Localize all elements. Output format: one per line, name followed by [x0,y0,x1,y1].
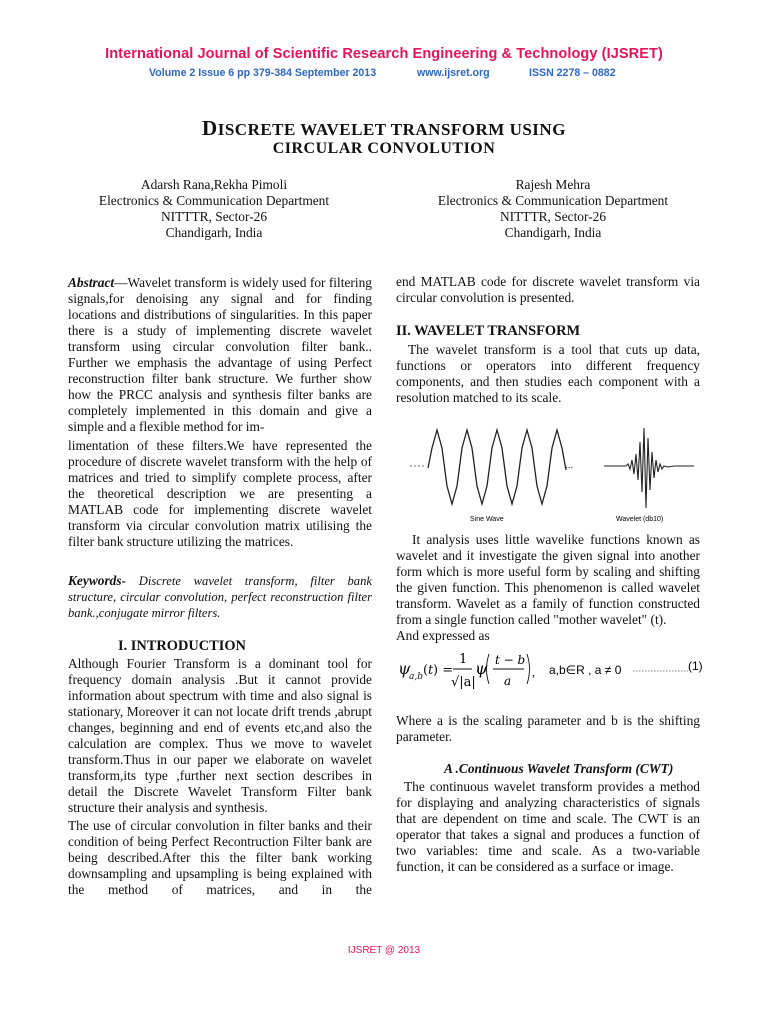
author-city-left: Chandigarh, India [165,225,263,240]
section2-para3: Where a is the scaling parameter and b is the shifting parameter. [396,713,700,745]
svg-text:√|a|: √|a| [451,675,476,690]
abstract-text: —Wavelet transform is widely used for filtering signals,for denoising any signal and for finding locations and distributions of singularities. In this paper there is a study of implementing discrete wavelet transform using circular convolution filter bank.. Further we emphasis the advantage of using Perfect reconstruction filter bank structure. We further show how the PRCC analysis and synthesis filter banks are completely implemented in this domain and give a simple and a flexible method for im- [68,275,372,435]
intro-para1: Although Fourier Transform is a dominant tool for frequency domain analysis .But it cannot provide information about spectrum with time and also signal is stationary, Moreover it can not locate drift trends ,abrupt changes, beginning and end of events etc,and also the calculation are complex. Thus we move to wavelet transform.Thus in our paper we elaborate on wavelet transform,its type ,further next section describes in detail the Discrete Wavelet Transform Filter bank structure their analysis and synthesis. [68,656,372,816]
cwt-para: The continuous wavelet transform provides a method for displaying and analyzing characteristics of signals that are dependent on time and scale. The CWT is an operator that takes a signal and produces a function of two variables: time and scale. As a two-variable function, it can be considered as a surface or image. [396,779,700,875]
svg-text:,: , [532,665,535,679]
section2-para2: It analysis uses little wavelike functions known as wavelet and it investigate the given signal into another form which is more useful form by scaling and shifting the given function. This phenomenon is called wavelet transform. Wavelet as a family of function constructed from a single function called "mother wavelet" (t). [396,532,700,628]
svg-text:(: ( [423,663,429,678]
title-initial: D [202,116,218,140]
cwt-subheading: A .Continuous Wavelet Transform (CWT) [444,761,674,776]
page-footer: IJSRET @ 2013 [347,945,421,956]
intro-para2: The use of circular convolution in filter banks and their condition of being Perfect Recontruction Filter bank are being described.After this the filter bank working downsampling and upsampling is being explained with the method of matrices, and in the [68,818,372,898]
wavelet-figure [404,420,704,530]
keywords-text: Discrete wavelet transform, filter bank structure, circular convolution, perfect reconstruction filter bank.,conjugate mirror filters. [68,574,372,621]
wavelet-curve [626,428,674,508]
author-block-right [403,177,703,241]
author-names-left: Adarsh Rana,Rekha Pimoli [140,177,288,192]
wavelet-equation [396,646,706,692]
svg-text:a: a [504,674,512,688]
author-city-right: Chandigarh, India [504,225,602,240]
svg-text:1: 1 [459,652,468,667]
intro-heading: I. INTRODUCTION [118,638,246,654]
keywords [68,573,372,621]
author-inst-left: NITTTR, Sector-26 [160,209,268,224]
journal-website[interactable]: www.ijsret.org [417,67,490,79]
intro-continued: end MATLAB code for discrete wavelet transform via circular convolution is presented. [396,274,700,306]
author-names-right: Rajesh Mehra [515,177,591,192]
svg-text:t − b: t − b [495,653,526,667]
svg-text:t: t [428,663,434,678]
author-dept-left: Electronics & Communication Department [98,193,330,208]
author-block-left [64,177,364,241]
journal-issn: ISSN 2278 – 0882 [529,67,616,79]
wavelet-caption: Wavelet (db10) [616,516,664,523]
abstract-label: Abstract [68,275,115,290]
sine-ellipsis: ... [565,460,574,471]
svg-text:a,b: a,b [409,672,423,682]
author-dept-right: Electronics & Communication Department [437,193,669,208]
abstract-continued: limentation of these filters.We have represented the procedure of discrete wavelet transform with the help of matrices and tried to simplify complete process, after the theoretical description we are presenting a MATLAB code for implementing discrete wavelet transform via circular convolution matrix utilising the filter bank structure utilizing the matrices. [68,438,372,550]
abstract [68,275,372,435]
svg-text:ψ: ψ [475,659,488,678]
journal-volume-pages: Volume 2 Issue 6 pp 379-384 September 2013 [149,67,377,79]
title-line1-rest: ISCRETE WAVELET TRANSFORM USING [217,120,566,139]
section2-para2-end: And expressed as [396,628,490,643]
section2-para1: The wavelet transform is a tool that cuts up data, functions or operators into different frequency components, and then studies each component with a resolution matched to its scale. [396,342,700,406]
journal-name: International Journal of Scientific Research Engineering & Technology (IJSRET) [105,46,663,62]
svg-text:) =: ) = [433,663,454,678]
sine-wave-curve [428,430,566,504]
equation-number: (1) [688,659,703,673]
equation-condition: a,b∈R , a ≠ 0 [549,663,622,677]
paper-title-line2: CIRCULAR CONVOLUTION [272,140,496,157]
svg-text:ψ: ψ [398,659,411,678]
author-inst-right: NITTTR, Sector-26 [499,209,607,224]
sine-wave-caption: Sine Wave [470,516,504,523]
section2-heading: II. WAVELET TRANSFORM [396,323,581,339]
equation-lhs [398,659,453,682]
paper-title-line1 [0,116,768,141]
keywords-label: Keywords- [68,573,127,588]
